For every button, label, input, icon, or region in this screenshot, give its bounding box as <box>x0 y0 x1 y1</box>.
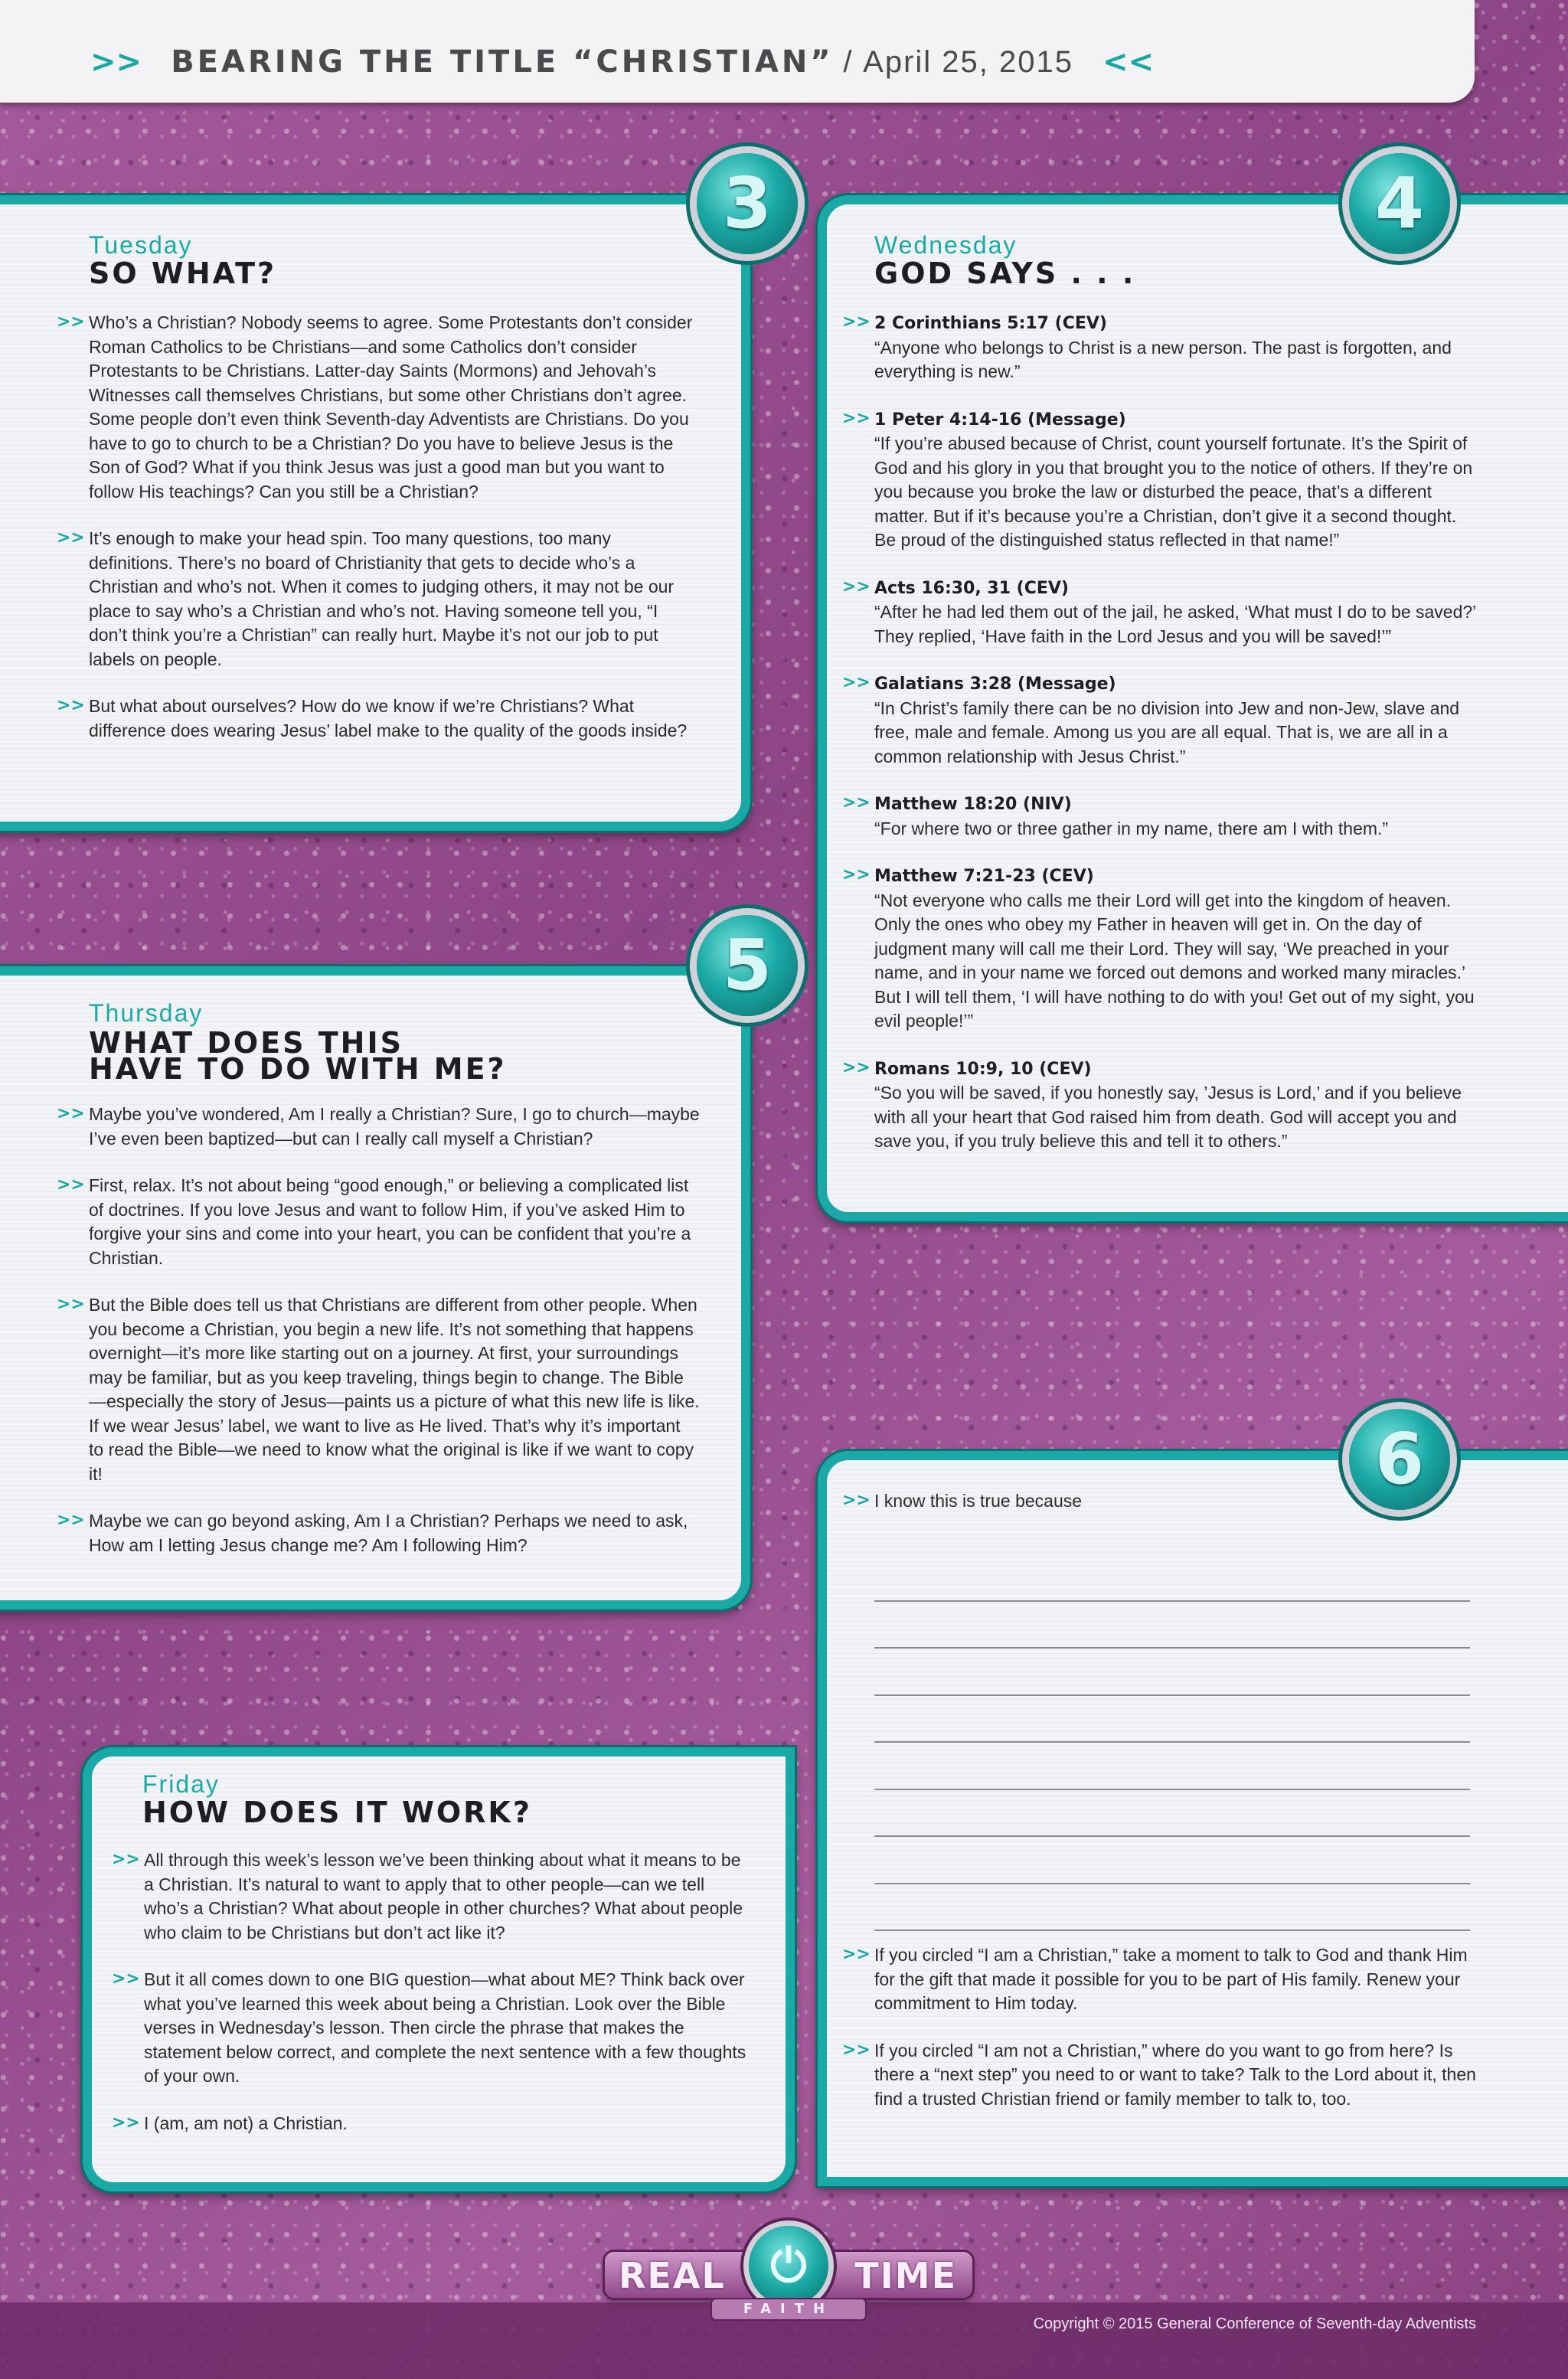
list-item <box>57 1174 700 1270</box>
logo-word-time: TIME <box>854 2255 957 2296</box>
list-item <box>112 1968 747 2089</box>
verse-reference: Galatians 3:28 (Message) <box>874 675 1116 694</box>
answer-line[interactable] <box>874 1790 1470 1838</box>
answer-line[interactable] <box>874 1649 1470 1696</box>
answer-line[interactable] <box>874 1554 1470 1602</box>
paragraph-text: Who’s a Christian? Nobody seems to agree. Some Protestants don’t consider Roman Catholics to be Christians—and some Catholics don’t consider Protestants to be Christians. Latter-day Saints (Mormons) and Jehovah’s Witnesses call themselves Christians, but some other Christians don’t agree. Some people don’t even think Seventh-day Adventists are Christians. Do you have to go to church to be a Christian? Do you have to believe Jesus is the Son of God? What if you think Jesus was just a good man but you want to follow His teachings? Can you still be a Christian? <box>89 312 693 502</box>
wednesday-verses <box>842 311 1478 1177</box>
paragraph-text: First, relax. It’s not about being “good enough,” or believing a complicated list of doctrines. If you love Jesus and want to follow Him, if you’ve asked Him to forgive your sins and come into your heart, you can be confident that you’re a Christian. <box>89 1175 691 1268</box>
verse-reference: Matthew 18:20 (NIV) <box>874 795 1072 814</box>
day-label-thursday: Thursday <box>89 999 204 1027</box>
chevron-right-icon: >> <box>57 1295 85 1314</box>
page-header <box>90 44 1154 80</box>
section-title-wednesday: GOD SAYS . . . <box>874 257 1136 290</box>
title-separator: / <box>843 45 854 79</box>
chevron-right-icon: >> <box>57 528 85 547</box>
chevron-right-icon: >> <box>842 408 871 428</box>
chevron-right-icon: >> <box>90 44 142 80</box>
day-label-tuesday: Tuesday <box>89 231 193 259</box>
section-title-thursday: WHAT DOES THIS HAVE TO DO WITH ME? <box>89 1026 507 1086</box>
verse-item <box>842 311 1478 384</box>
list-item <box>112 1848 747 1945</box>
number-badge-5: 5 <box>697 915 798 1016</box>
verse-item <box>842 407 1478 553</box>
chevron-right-icon: >> <box>57 1511 85 1530</box>
verse-reference: 1 Peter 4:14-16 (Message) <box>874 410 1126 430</box>
paragraph-text: But the Bible does tell us that Christians are different from other people. When you become a Christian, you begin a new life. It’s not something that happens overnight—it’s more like starting out on a journey. At first, your surroundings may be familiar, but as you keep traveling, things begin to change. The Bible—especially the story of Jesus—paints us a picture of what this new life is like. If we wear Jesus’ label, we want to live as He lived. That’s why it’s important to read the Bible—we need to know what the original is like if we want to copy it! <box>89 1295 700 1484</box>
paragraph-text: If you circled “I am a Christian,” take a moment to talk to God and thank Him for the gift that made it possible for you to be part of His family. Renew your commitment to Him today. <box>874 1945 1468 2013</box>
chevron-right-icon: >> <box>842 577 871 596</box>
section-title-tuesday: SO WHAT? <box>89 257 277 290</box>
answer-lines[interactable] <box>874 1554 1470 1931</box>
paragraph-text: I (am, am not) a Christian. <box>144 2113 348 2133</box>
paragraph-text: But what about ourselves? How do we know if we’re Christians? What difference does wearing Jesus’ label make to the quality of the goods inside? <box>89 696 688 740</box>
answer-line[interactable] <box>874 1602 1470 1649</box>
chevron-right-icon: >> <box>842 673 871 692</box>
reflection-body <box>842 1943 1478 2134</box>
paragraph-text: But it all comes down to one BIG question—what about ME? Think back over what you’ve learned this week about being a Christian. Look over the Bible verses in Wednesday’s lesson. Then circle the phrase that makes the statement below correct, and complete the next sentence with a few thoughts of your own. <box>144 1969 746 2086</box>
prompt-text: I know this is true because <box>874 1491 1083 1511</box>
chevron-right-icon: >> <box>112 2113 140 2132</box>
verse-item <box>842 864 1478 1034</box>
verse-reference: Acts 16:30, 31 (CEV) <box>874 578 1069 598</box>
verse-text: “After he had led them out of the jail, he asked, ‘What must I do to be saved?’ They replied, ‘Have faith in the Lord Jesus and you will be saved!’” <box>874 602 1476 646</box>
list-item <box>842 1489 1478 1514</box>
chevron-right-icon: >> <box>842 2040 871 2060</box>
number-badge-4: 4 <box>1349 153 1450 254</box>
verse-reference: Romans 10:9, 10 (CEV) <box>874 1059 1092 1079</box>
chevron-right-icon: >> <box>842 1945 871 1964</box>
paragraph-text: If you circled “I am not a Christian,” where do you want to go from here? Is there a “next step” you need to or want to take? Talk to the Lord about it, then find a trusted Christian friend or family member to talk to, too. <box>874 2040 1476 2109</box>
verse-item <box>842 672 1478 769</box>
paragraph-text: It’s enough to make your head spin. Too many questions, too many definitions. There’s no board of Christianity that gets to decide who’s a Christian and who’s not. When it comes to judging others, it may not be our place to say who’s a Christian and who’s not. Having someone tell you, “I don’t think you’re a Christian” can really hurt. Maybe it’s not our job to put labels on people. <box>89 528 675 669</box>
chevron-right-icon: >> <box>842 1491 871 1510</box>
verse-text: “Not everyone who calls me their Lord will get into the kingdom of heaven. Only the ones who obey my Father in heaven will get in. On the day of judgment many will call me their Lord. They will say, ‘We preached in your name, and in your name we forced out demons and worked many miracles.’ But I will tell them, ‘I will have nothing to do with you! Get out of my sight, you evil people!’” <box>874 890 1475 1031</box>
list-item <box>57 1103 700 1151</box>
list-item <box>842 1943 1478 2016</box>
list-item <box>57 311 700 504</box>
list-item <box>57 527 700 672</box>
answer-line[interactable] <box>874 1837 1470 1884</box>
verse-text: “If you’re abused because of Christ, count yourself fortunate. It’s the Spirit of God and his glory in you that brought you to the notice of others. If they’re on you because you broke the law or disturbed the peace, that’s a different matter. But if it’s because you’re a Christian, don’t give it a second thought. Be proud of the distinguished status reflected in that name!” <box>874 433 1473 550</box>
chevron-right-icon: >> <box>842 793 871 812</box>
chevron-right-icon: >> <box>842 1057 871 1077</box>
verse-item <box>842 1057 1478 1154</box>
paragraph-text: Maybe you’ve wondered, Am I really a Christian? Sure, I go to church—maybe I’ve even been baptized—but can I really call myself a Christian? <box>89 1104 700 1149</box>
list-item <box>112 2112 747 2136</box>
lesson-date: April 25, 2015 <box>863 45 1073 79</box>
list-item <box>57 694 700 743</box>
verse-text: “Anyone who belongs to Christ is a new person. The past is forgotten, and everything is new.” <box>874 337 1452 381</box>
verse-reference: 2 Corinthians 5:17 (CEV) <box>874 314 1107 333</box>
thursday-body <box>57 1103 700 1580</box>
real-time-faith-logo <box>605 2223 972 2322</box>
number-badge-6: 6 <box>1349 1409 1450 1510</box>
verse-text: “For where two or three gather in my name, there am I with them.” <box>874 818 1389 838</box>
logo-word-real: REAL <box>619 2255 726 2296</box>
number-badge-3: 3 <box>697 153 798 254</box>
verse-text: “So you will be saved, if you honestly say, ’Jesus is Lord,’ and if you believe with all your heart that God raised him from death. God will accept you and save you, if you truly believe this and tell it to others.” <box>874 1083 1462 1151</box>
answer-line[interactable] <box>874 1743 1470 1790</box>
verse-item <box>842 576 1478 649</box>
reflection-prompt <box>842 1489 1478 1537</box>
chevron-right-icon: >> <box>112 1850 140 1869</box>
power-icon: ⏻ <box>749 2226 828 2305</box>
paragraph-text: All through this week’s lesson we’ve been thinking about what it means to be a Christian. It’s natural to want to apply that to other people—can we tell who’s a Christian? What about people in other churches? What about people who claim to be Christians but don’t act like it? <box>144 1850 743 1943</box>
chevron-right-icon: >> <box>842 865 871 884</box>
answer-line[interactable] <box>874 1884 1470 1932</box>
logo-word-faith: FAITH <box>712 2299 865 2319</box>
chevron-right-icon: >> <box>57 696 85 715</box>
answer-line[interactable] <box>874 1696 1470 1743</box>
header-bar <box>0 0 1475 103</box>
copyright-notice: Copyright © 2015 General Conference of Seventh-day Adventists <box>1033 2315 1476 2332</box>
tuesday-body <box>57 311 700 766</box>
section-title-friday: HOW DOES IT WORK? <box>142 1796 532 1829</box>
chevron-right-icon: >> <box>112 1969 140 1988</box>
verse-item <box>842 792 1478 841</box>
day-label-friday: Friday <box>142 1770 220 1798</box>
chevron-right-icon: >> <box>57 1175 85 1194</box>
list-item <box>57 1293 700 1486</box>
friday-body <box>112 1848 747 2158</box>
day-label-wednesday: Wednesday <box>874 231 1018 259</box>
chevron-right-icon: >> <box>57 1104 85 1123</box>
page-title: BEARING THE TITLE “CHRISTIAN” <box>171 44 834 80</box>
list-item <box>57 1509 700 1557</box>
verse-reference: Matthew 7:21-23 (CEV) <box>874 867 1094 886</box>
chevron-left-icon: << <box>1102 44 1155 80</box>
paragraph-text: Maybe we can go beyond asking, Am I a Christian? Perhaps we need to ask, How am I letting Jesus change me? Am I following Him? <box>89 1511 688 1555</box>
chevron-right-icon: >> <box>57 312 85 332</box>
list-item <box>842 2039 1478 2112</box>
verse-text: “In Christ’s family there can be no division into Jew and non-Jew, slave and free, male and female. Among us you are all equal. That is, we are all in a common relationship with Jesus Christ.” <box>874 698 1460 766</box>
chevron-right-icon: >> <box>842 312 871 332</box>
